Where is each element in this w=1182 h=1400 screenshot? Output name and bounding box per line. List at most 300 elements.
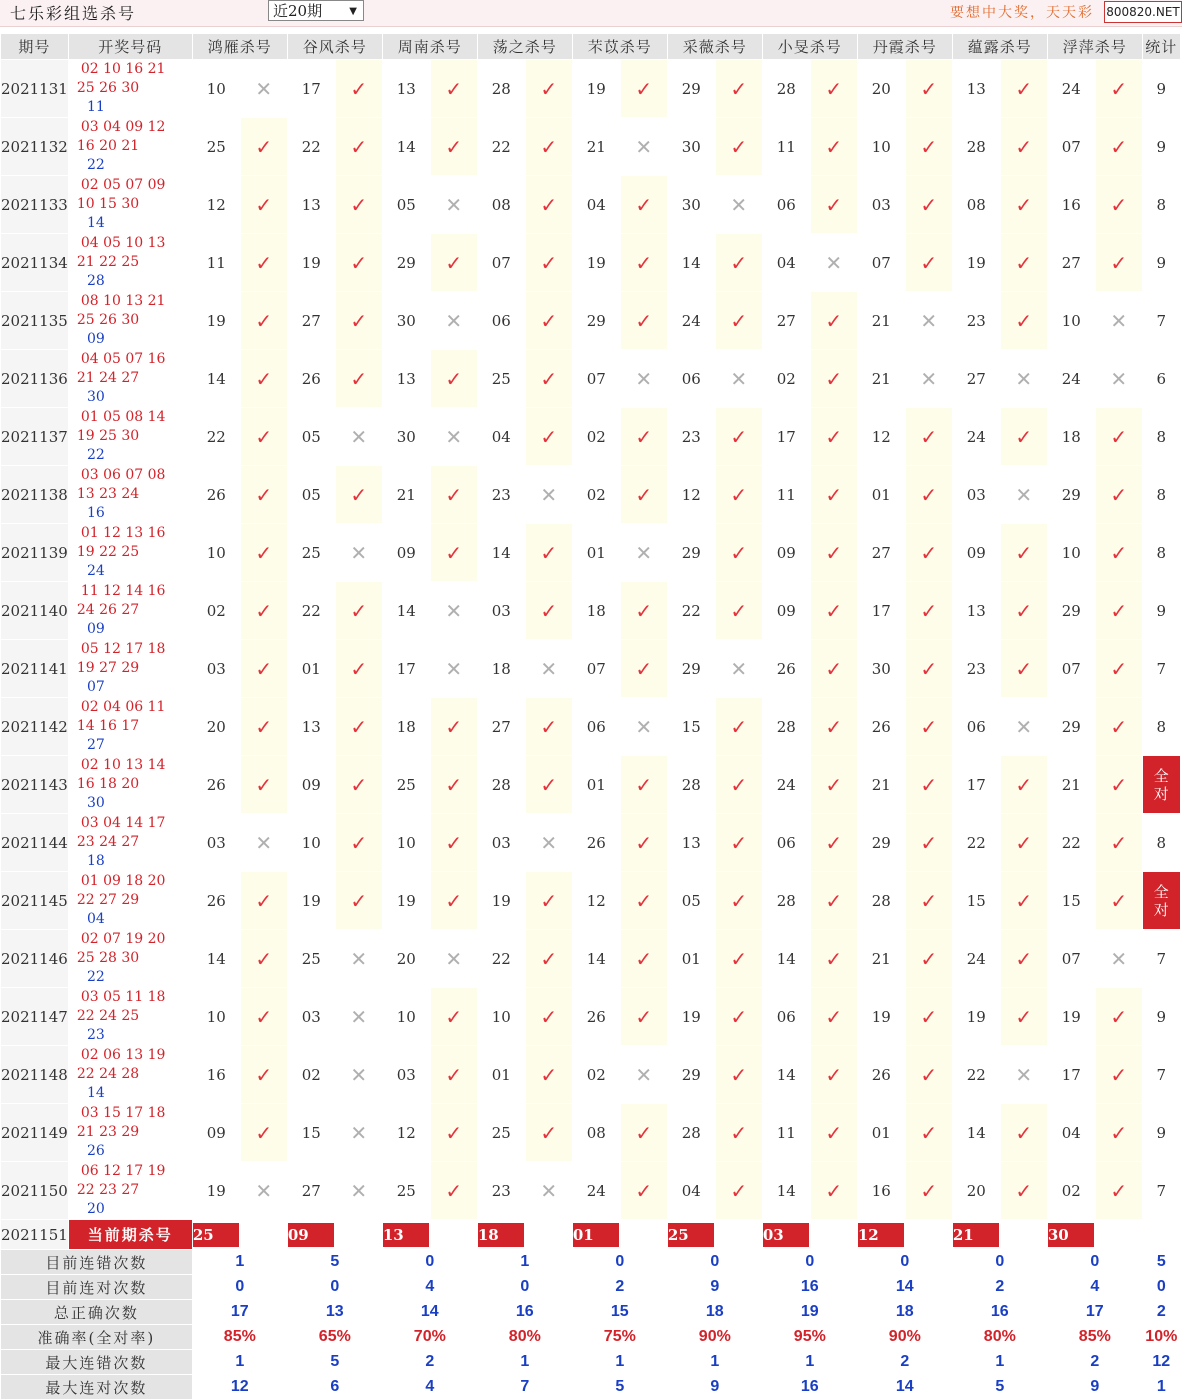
draw-numbers-main: 16 18 20 bbox=[76, 776, 140, 792]
draw-numbers-line2 bbox=[77, 137, 192, 175]
cross-icon: ✕ bbox=[430, 292, 477, 350]
check-icon: ✓ bbox=[810, 1104, 857, 1162]
kill-pick: 08 bbox=[572, 1104, 620, 1162]
issue-number: 2021134 bbox=[1, 234, 69, 292]
special-number: 14 bbox=[86, 1085, 105, 1101]
check-icon: ✓ bbox=[430, 1046, 477, 1104]
kill-pick: 10 bbox=[857, 118, 905, 176]
draw-numbers-line2 bbox=[77, 543, 192, 581]
draw-numbers-line2 bbox=[77, 775, 192, 813]
check-icon: ✓ bbox=[905, 872, 952, 930]
table-row bbox=[1, 1104, 1181, 1162]
kill-pick: 11 bbox=[762, 466, 810, 524]
cross-icon: ✕ bbox=[1095, 350, 1142, 408]
period-select[interactable] bbox=[268, 0, 364, 21]
kill-pick: 25 bbox=[382, 756, 430, 814]
col-header-expert[interactable]: 鸿雁杀号 bbox=[192, 34, 287, 60]
kill-pick: 03 bbox=[857, 176, 905, 234]
draw-numbers-main: 22 27 29 bbox=[76, 892, 140, 908]
kill-pick: 15 bbox=[287, 1104, 335, 1162]
cross-icon: ✕ bbox=[715, 640, 762, 698]
current-pick-cell bbox=[287, 1220, 382, 1250]
stat-value: 14 bbox=[857, 1275, 952, 1300]
kill-pick: 05 bbox=[382, 176, 430, 234]
kill-pick: 11 bbox=[192, 234, 240, 292]
current-pick: 30 bbox=[1048, 1223, 1094, 1247]
stat-value: 1 bbox=[572, 1350, 667, 1375]
check-icon: ✓ bbox=[810, 60, 857, 118]
cross-icon: ✕ bbox=[1095, 292, 1142, 350]
stat-value: 5 bbox=[572, 1375, 667, 1400]
current-pick: 25 bbox=[668, 1223, 714, 1247]
check-icon: ✓ bbox=[715, 930, 762, 988]
kill-pick: 26 bbox=[192, 466, 240, 524]
check-icon: ✓ bbox=[810, 872, 857, 930]
kill-pick: 21 bbox=[1047, 756, 1095, 814]
kill-pick: 14 bbox=[762, 930, 810, 988]
stat-value: 80% bbox=[477, 1325, 572, 1350]
check-icon: ✓ bbox=[1000, 814, 1047, 872]
current-pick-cell bbox=[1047, 1220, 1142, 1250]
kill-pick: 19 bbox=[952, 988, 1000, 1046]
kill-pick: 27 bbox=[477, 698, 525, 756]
stat-value: 5 bbox=[952, 1375, 1047, 1400]
cross-icon: ✕ bbox=[335, 930, 382, 988]
stat-total: 2 bbox=[1142, 1300, 1180, 1325]
special-number: 14 bbox=[86, 215, 105, 231]
table-row bbox=[1, 640, 1181, 698]
col-header-expert[interactable]: 采薇杀号 bbox=[667, 34, 762, 60]
check-icon: ✓ bbox=[620, 872, 667, 930]
stat-value: 0 bbox=[572, 1250, 667, 1275]
table-row bbox=[1, 524, 1181, 582]
table-row bbox=[1, 1046, 1181, 1104]
kill-pick: 25 bbox=[192, 118, 240, 176]
stat-value: 0 bbox=[857, 1250, 952, 1275]
check-icon: ✓ bbox=[430, 698, 477, 756]
kill-pick: 20 bbox=[192, 698, 240, 756]
kill-pick: 25 bbox=[287, 930, 335, 988]
kill-pick: 19 bbox=[572, 60, 620, 118]
special-number: 07 bbox=[86, 679, 105, 695]
draw-numbers-line1: 02 07 19 20 bbox=[80, 931, 166, 947]
stat-value: 1 bbox=[952, 1350, 1047, 1375]
cross-icon: ✕ bbox=[1000, 1046, 1047, 1104]
kill-pick: 24 bbox=[952, 930, 1000, 988]
issue-number: 2021136 bbox=[1, 350, 69, 408]
kill-pick: 22 bbox=[952, 1046, 1000, 1104]
kill-pick: 09 bbox=[762, 582, 810, 640]
check-icon: ✓ bbox=[430, 118, 477, 176]
draw-numbers-line1: 05 12 17 18 bbox=[80, 641, 166, 657]
kill-pick: 24 bbox=[1047, 60, 1095, 118]
kill-pick: 14 bbox=[762, 1162, 810, 1220]
kill-pick: 18 bbox=[382, 698, 430, 756]
check-icon: ✓ bbox=[335, 582, 382, 640]
check-icon: ✓ bbox=[430, 234, 477, 292]
draw-numbers-line2 bbox=[77, 427, 192, 465]
draw-numbers-line1: 02 04 06 11 bbox=[80, 699, 166, 715]
issue-number: 2021131 bbox=[1, 60, 69, 118]
draw-numbers-line2 bbox=[77, 1065, 192, 1103]
check-icon: ✓ bbox=[810, 582, 857, 640]
check-icon: ✓ bbox=[715, 698, 762, 756]
col-header-expert[interactable]: 谷风杀号 bbox=[287, 34, 382, 60]
current-pick-cell bbox=[572, 1220, 667, 1250]
check-icon: ✓ bbox=[1000, 234, 1047, 292]
check-icon: ✓ bbox=[905, 698, 952, 756]
draw-numbers-line1: 08 10 13 21 bbox=[80, 293, 166, 309]
check-icon: ✓ bbox=[620, 756, 667, 814]
cross-icon: ✕ bbox=[905, 350, 952, 408]
current-row bbox=[1, 1220, 1181, 1250]
current-pick: 12 bbox=[858, 1223, 904, 1247]
current-pick-cell bbox=[192, 1220, 287, 1250]
kill-pick: 13 bbox=[382, 60, 430, 118]
row-stat: 8 bbox=[1142, 814, 1180, 872]
special-number: 09 bbox=[86, 331, 105, 347]
stat-value: 1 bbox=[192, 1250, 287, 1275]
check-icon: ✓ bbox=[715, 756, 762, 814]
draw-numbers bbox=[68, 118, 192, 176]
issue-number: 2021150 bbox=[1, 1162, 69, 1220]
top-bar bbox=[0, 0, 1182, 27]
kill-pick: 29 bbox=[1047, 582, 1095, 640]
cross-icon: ✕ bbox=[240, 1162, 287, 1220]
kill-pick: 23 bbox=[952, 292, 1000, 350]
draw-numbers-line1: 03 04 09 12 bbox=[80, 119, 166, 135]
check-icon: ✓ bbox=[525, 118, 572, 176]
row-stat: 7 bbox=[1142, 640, 1180, 698]
stat-value: 16 bbox=[477, 1300, 572, 1325]
check-icon: ✓ bbox=[620, 988, 667, 1046]
draw-numbers-line2 bbox=[77, 253, 192, 291]
kill-pick: 26 bbox=[857, 698, 905, 756]
check-icon: ✓ bbox=[1095, 640, 1142, 698]
table-row bbox=[1, 582, 1181, 640]
cross-icon: ✕ bbox=[1000, 466, 1047, 524]
stat-row bbox=[1, 1250, 1181, 1275]
check-icon: ✓ bbox=[1095, 582, 1142, 640]
special-number: 22 bbox=[86, 157, 105, 173]
check-icon: ✓ bbox=[1000, 988, 1047, 1046]
kill-pick: 14 bbox=[382, 118, 430, 176]
draw-numbers bbox=[68, 872, 192, 930]
stat-value: 90% bbox=[857, 1325, 952, 1350]
kill-pick: 08 bbox=[477, 176, 525, 234]
draw-numbers-line1: 03 05 11 18 bbox=[80, 989, 166, 1005]
kill-pick: 10 bbox=[192, 60, 240, 118]
draw-numbers-line2 bbox=[77, 79, 192, 117]
col-header-expert[interactable]: 荡之杀号 bbox=[477, 34, 572, 60]
check-icon: ✓ bbox=[525, 872, 572, 930]
kill-pick: 21 bbox=[857, 292, 905, 350]
issue-number: 2021138 bbox=[1, 466, 69, 524]
draw-numbers-main: 21 22 25 bbox=[76, 254, 140, 270]
check-icon: ✓ bbox=[810, 292, 857, 350]
kill-pick: 20 bbox=[857, 60, 905, 118]
stat-value: 13 bbox=[287, 1300, 382, 1325]
check-icon: ✓ bbox=[1095, 814, 1142, 872]
draw-numbers bbox=[68, 814, 192, 872]
kill-pick: 29 bbox=[382, 234, 430, 292]
col-header-expert[interactable]: 浮萍杀号 bbox=[1047, 34, 1142, 60]
draw-numbers-main: 19 25 30 bbox=[76, 428, 140, 444]
stat-value: 5 bbox=[287, 1350, 382, 1375]
check-icon: ✓ bbox=[1000, 176, 1047, 234]
check-icon: ✓ bbox=[240, 118, 287, 176]
check-icon: ✓ bbox=[715, 872, 762, 930]
check-icon: ✓ bbox=[240, 756, 287, 814]
issue-number: 2021147 bbox=[1, 988, 69, 1046]
kill-pick: 07 bbox=[572, 640, 620, 698]
kill-pick: 29 bbox=[857, 814, 905, 872]
all-correct-badge bbox=[1142, 756, 1180, 814]
kill-pick: 28 bbox=[857, 872, 905, 930]
draw-numbers-line2 bbox=[77, 1007, 192, 1045]
kill-pick: 07 bbox=[1047, 118, 1095, 176]
check-icon: ✓ bbox=[1095, 60, 1142, 118]
stat-row bbox=[1, 1375, 1181, 1400]
cross-icon: ✕ bbox=[430, 408, 477, 466]
kill-pick: 27 bbox=[287, 1162, 335, 1220]
table-row bbox=[1, 698, 1181, 756]
issue-number: 2021139 bbox=[1, 524, 69, 582]
kill-pick: 20 bbox=[952, 1162, 1000, 1220]
row-stat: 9 bbox=[1142, 988, 1180, 1046]
kill-pick: 01 bbox=[857, 1104, 905, 1162]
kill-pick: 14 bbox=[952, 1104, 1000, 1162]
check-icon: ✓ bbox=[715, 408, 762, 466]
table-row bbox=[1, 118, 1181, 176]
check-icon: ✓ bbox=[905, 640, 952, 698]
kill-pick: 26 bbox=[192, 756, 240, 814]
draw-numbers-line1: 03 15 17 18 bbox=[80, 1105, 166, 1121]
check-icon: ✓ bbox=[525, 988, 572, 1046]
check-icon: ✓ bbox=[1095, 698, 1142, 756]
check-icon: ✓ bbox=[430, 466, 477, 524]
current-pick-cell bbox=[857, 1220, 952, 1250]
draw-numbers-line2 bbox=[77, 485, 192, 523]
stat-value: 18 bbox=[857, 1300, 952, 1325]
check-icon: ✓ bbox=[620, 814, 667, 872]
kill-pick: 19 bbox=[857, 988, 905, 1046]
check-icon: ✓ bbox=[620, 1104, 667, 1162]
check-icon: ✓ bbox=[240, 988, 287, 1046]
stat-value: 4 bbox=[382, 1375, 477, 1400]
check-icon: ✓ bbox=[430, 1104, 477, 1162]
kill-pick: 29 bbox=[667, 60, 715, 118]
issue-number: 2021135 bbox=[1, 292, 69, 350]
stat-value: 19 bbox=[762, 1300, 857, 1325]
kill-pick: 10 bbox=[287, 814, 335, 872]
current-pick: 03 bbox=[763, 1223, 809, 1247]
kill-pick: 19 bbox=[1047, 988, 1095, 1046]
row-stat: 6 bbox=[1142, 350, 1180, 408]
check-icon: ✓ bbox=[1095, 408, 1142, 466]
check-icon: ✓ bbox=[715, 60, 762, 118]
draw-numbers-line2 bbox=[77, 717, 192, 755]
kill-pick: 28 bbox=[667, 756, 715, 814]
row-stat: 8 bbox=[1142, 176, 1180, 234]
check-icon: ✓ bbox=[1095, 1046, 1142, 1104]
check-icon: ✓ bbox=[1095, 756, 1142, 814]
issue-number: 2021146 bbox=[1, 930, 69, 988]
check-icon: ✓ bbox=[525, 756, 572, 814]
kill-pick: 22 bbox=[192, 408, 240, 466]
kill-pick: 29 bbox=[667, 524, 715, 582]
issue-number: 2021137 bbox=[1, 408, 69, 466]
kill-pick: 19 bbox=[192, 1162, 240, 1220]
stat-value: 14 bbox=[857, 1375, 952, 1400]
issue-number: 2021133 bbox=[1, 176, 69, 234]
check-icon: ✓ bbox=[525, 698, 572, 756]
draw-numbers-line2 bbox=[77, 601, 192, 639]
issue-number: 2021141 bbox=[1, 640, 69, 698]
check-icon: ✓ bbox=[715, 466, 762, 524]
stat-value: 16 bbox=[762, 1275, 857, 1300]
cross-icon: ✕ bbox=[1000, 698, 1047, 756]
check-icon: ✓ bbox=[620, 466, 667, 524]
check-icon: ✓ bbox=[240, 872, 287, 930]
kill-pick: 28 bbox=[762, 60, 810, 118]
check-icon: ✓ bbox=[525, 60, 572, 118]
stat-total: 10% bbox=[1142, 1325, 1180, 1350]
kill-pick: 07 bbox=[1047, 640, 1095, 698]
check-icon: ✓ bbox=[1000, 582, 1047, 640]
check-icon: ✓ bbox=[335, 118, 382, 176]
current-label: 当前期杀号 bbox=[68, 1220, 192, 1250]
draw-numbers-line1: 02 10 13 14 bbox=[80, 757, 166, 773]
check-icon: ✓ bbox=[240, 466, 287, 524]
row-stat: 7 bbox=[1142, 1046, 1180, 1104]
kill-pick: 13 bbox=[667, 814, 715, 872]
check-icon: ✓ bbox=[715, 292, 762, 350]
kill-pick: 09 bbox=[952, 524, 1000, 582]
cross-icon: ✕ bbox=[525, 814, 572, 872]
check-icon: ✓ bbox=[240, 350, 287, 408]
kill-pick: 12 bbox=[192, 176, 240, 234]
stat-value: 7 bbox=[477, 1375, 572, 1400]
kill-pick: 24 bbox=[762, 756, 810, 814]
stat-value: 18 bbox=[667, 1300, 762, 1325]
check-icon: ✓ bbox=[240, 292, 287, 350]
stat-label: 准确率(全对率) bbox=[1, 1325, 193, 1350]
check-icon: ✓ bbox=[525, 1104, 572, 1162]
cross-icon: ✕ bbox=[715, 350, 762, 408]
kill-pick: 03 bbox=[192, 640, 240, 698]
draw-numbers-line1: 03 04 14 17 bbox=[80, 815, 166, 831]
col-header-expert[interactable]: 小旻杀号 bbox=[762, 34, 857, 60]
kill-pick: 04 bbox=[572, 176, 620, 234]
kill-pick: 05 bbox=[287, 466, 335, 524]
cross-icon: ✕ bbox=[525, 466, 572, 524]
row-stat: 8 bbox=[1142, 408, 1180, 466]
draw-numbers-main: 25 26 30 bbox=[76, 312, 140, 328]
table-row bbox=[1, 930, 1181, 988]
kill-pick: 25 bbox=[477, 350, 525, 408]
kill-pick: 14 bbox=[762, 1046, 810, 1104]
col-header-expert[interactable]: 丹霞杀号 bbox=[857, 34, 952, 60]
kill-pick: 06 bbox=[762, 176, 810, 234]
check-icon: ✓ bbox=[240, 176, 287, 234]
kill-pick: 28 bbox=[667, 1104, 715, 1162]
check-icon: ✓ bbox=[430, 988, 477, 1046]
kill-pick: 02 bbox=[572, 408, 620, 466]
col-header-expert[interactable]: 芣苡杀号 bbox=[572, 34, 667, 60]
kill-pick: 14 bbox=[382, 582, 430, 640]
check-icon: ✓ bbox=[430, 872, 477, 930]
check-icon: ✓ bbox=[620, 176, 667, 234]
stat-value: 0 bbox=[762, 1250, 857, 1275]
kill-pick: 28 bbox=[952, 118, 1000, 176]
check-icon: ✓ bbox=[525, 350, 572, 408]
kill-pick: 08 bbox=[952, 176, 1000, 234]
check-icon: ✓ bbox=[810, 640, 857, 698]
kill-pick: 04 bbox=[762, 234, 810, 292]
kill-pick: 28 bbox=[762, 872, 810, 930]
draw-numbers-main: 19 27 29 bbox=[76, 660, 140, 676]
kill-pick: 03 bbox=[287, 988, 335, 1046]
check-icon: ✓ bbox=[905, 408, 952, 466]
kill-pick: 12 bbox=[857, 408, 905, 466]
current-pick-cell bbox=[952, 1220, 1047, 1250]
site-badge[interactable]: 800820.NET bbox=[1104, 1, 1182, 23]
row-stat: 7 bbox=[1142, 292, 1180, 350]
check-icon: ✓ bbox=[810, 524, 857, 582]
stat-total: 12 bbox=[1142, 1350, 1180, 1375]
check-icon: ✓ bbox=[1000, 1162, 1047, 1220]
kill-pick: 21 bbox=[382, 466, 430, 524]
cross-icon: ✕ bbox=[620, 698, 667, 756]
cross-icon: ✕ bbox=[715, 176, 762, 234]
kill-pick: 27 bbox=[952, 350, 1000, 408]
kill-pick: 26 bbox=[762, 640, 810, 698]
all-correct-text: 全 对 bbox=[1153, 766, 1169, 803]
current-issue: 2021151 bbox=[1, 1220, 69, 1250]
draw-numbers-line2 bbox=[77, 891, 192, 929]
check-icon: ✓ bbox=[1095, 524, 1142, 582]
col-header-expert[interactable]: 周南杀号 bbox=[382, 34, 477, 60]
check-icon: ✓ bbox=[1095, 1104, 1142, 1162]
row-stat: 7 bbox=[1142, 1162, 1180, 1220]
table-row bbox=[1, 60, 1181, 118]
draw-numbers bbox=[68, 930, 192, 988]
draw-numbers-main: 22 23 27 bbox=[76, 1182, 140, 1198]
special-number: 18 bbox=[86, 853, 105, 869]
check-icon: ✓ bbox=[715, 234, 762, 292]
kill-pick: 16 bbox=[192, 1046, 240, 1104]
all-correct-text: 全 对 bbox=[1153, 882, 1169, 919]
issue-number: 2021148 bbox=[1, 1046, 69, 1104]
kill-pick: 22 bbox=[477, 930, 525, 988]
kill-pick: 07 bbox=[572, 350, 620, 408]
kill-pick: 19 bbox=[572, 234, 620, 292]
kill-pick: 10 bbox=[382, 814, 430, 872]
stat-value: 0 bbox=[952, 1250, 1047, 1275]
special-number: 09 bbox=[86, 621, 105, 637]
cross-icon: ✕ bbox=[525, 1162, 572, 1220]
issue-number: 2021145 bbox=[1, 872, 69, 930]
stat-value: 95% bbox=[762, 1325, 857, 1350]
kill-pick: 09 bbox=[762, 524, 810, 582]
col-header-expert[interactable]: 蕴露杀号 bbox=[952, 34, 1047, 60]
draw-numbers-line1: 02 10 16 21 bbox=[80, 61, 166, 77]
stat-value: 85% bbox=[192, 1325, 287, 1350]
draw-numbers bbox=[68, 1104, 192, 1162]
col-header-numbers: 开奖号码 bbox=[68, 34, 192, 60]
check-icon: ✓ bbox=[620, 640, 667, 698]
